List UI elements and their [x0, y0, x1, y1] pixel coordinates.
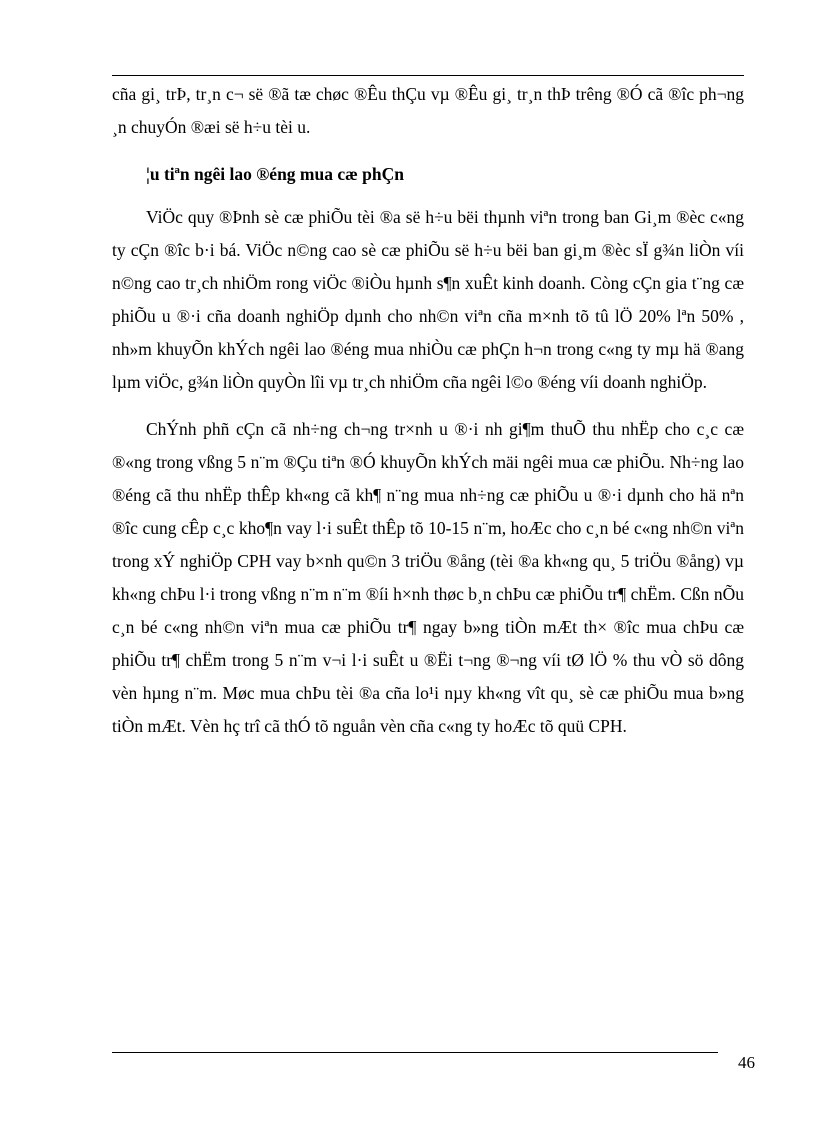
header-rule — [112, 75, 744, 76]
paragraph-spacer — [112, 399, 744, 413]
body-paragraph-1: ViÖc quy ®Þnh sè cæ phiÕu tèi ®a së h÷u bëi thµnh viªn trong ban Gi¸m ®èc c«ng ty cÇn ®îc b·i bá. ViÖc n©ng cao sè cæ phiÕu së h÷u bëi ban gi¸m ®èc sÏ g¾n liÒn víi n©ng cao tr¸ch nhiÖm rong viÖc ®iÒu hµnh s¶n xuÊt kinh doanh. Còng cÇn gia t¨ng cæ phiÕu u ®·i cña doanh nghiÖp dµnh cho nh©n viªn cña m×nh tõ tû lÖ 20% lªn 50% , nh»m khuyÕn khÝch ngêi lao ®éng mua nhiÒu cæ phÇn h¬n trong c«ng ty mµ hä ®ang lµm viÖc, g¾n liÒn quyÒn lîi vµ tr¸ch nhiÖm cña ngêi l©o ®éng víi doanh nghiÖp. — [112, 207, 744, 392]
footer-rule — [112, 1052, 718, 1053]
intro-paragraph: cña gi¸ trÞ, tr¸n c¬ së ®ã tæ chøc ®Êu thÇu vµ ®Êu gi¸ tr¸n thÞ trêng ®Ó cã ®îc ph¬ng ¸n chuyÓn ®æi së h÷u tèi u. — [112, 84, 744, 137]
section-heading: ¦u tiªn ngêi lao ®éng mua cæ phÇn — [146, 164, 404, 184]
page-number: 46 — [738, 1053, 755, 1072]
page-body — [112, 78, 744, 743]
body-paragraph-2: ChÝnh phñ cÇn cã nh÷ng ch¬ng tr×nh u ®·i nh gi¶m thuÕ thu nhËp cho c¸c cæ ®«ng trong vßng 5 n¨m ®Çu tiªn ®Ó khuyÕn khÝch mäi ngêi mua cæ phiÕu. Nh÷ng lao ®éng cã thu nhËp thÊp kh«ng cã kh¶ n¨ng mua nh÷ng cæ phiÕu u ®·i dµnh cho hä nªn ®îc cung cÊp c¸c kho¶n vay l·i suÊt thÊp tõ 10-15 n¨m, hoÆc cho c¸n bé c«ng nh©n viªn trong xÝ nghiÖp CPH vay b×nh qu©n 3 triÖu ®ång (tèi ®a kh«ng qu¸ 5 triÖu ®ång) vµ kh«ng chÞu l·i trong vßng n¨m n¨m ®íi h×nh thøc b¸n chÞu cæ phiÕu tr¶ chËm. Cßn nÕu c¸n bé c«ng nh©n viªn mua cæ phiÕu tr¶ ngay b»ng tiÒn mÆt th× ®îc mua chÞu cæ phiÕu tr¶ chËm trong 5 n¨m v¬i l·i suÊt u ®Ëi t¬ng ®¬ng víi tØ lÖ % thu vÒ sö dông vèn hµng n¨m. Møc mua chÞu tèi ®a cña lo¹i nµy kh«ng vît qu¸ sè cæ phiÕu mua b»ng tiÒn mÆt. Vèn hç trî cã thÓ tõ nguån vèn cña c«ng ty hoÆc tõ quü CPH. — [112, 419, 744, 736]
